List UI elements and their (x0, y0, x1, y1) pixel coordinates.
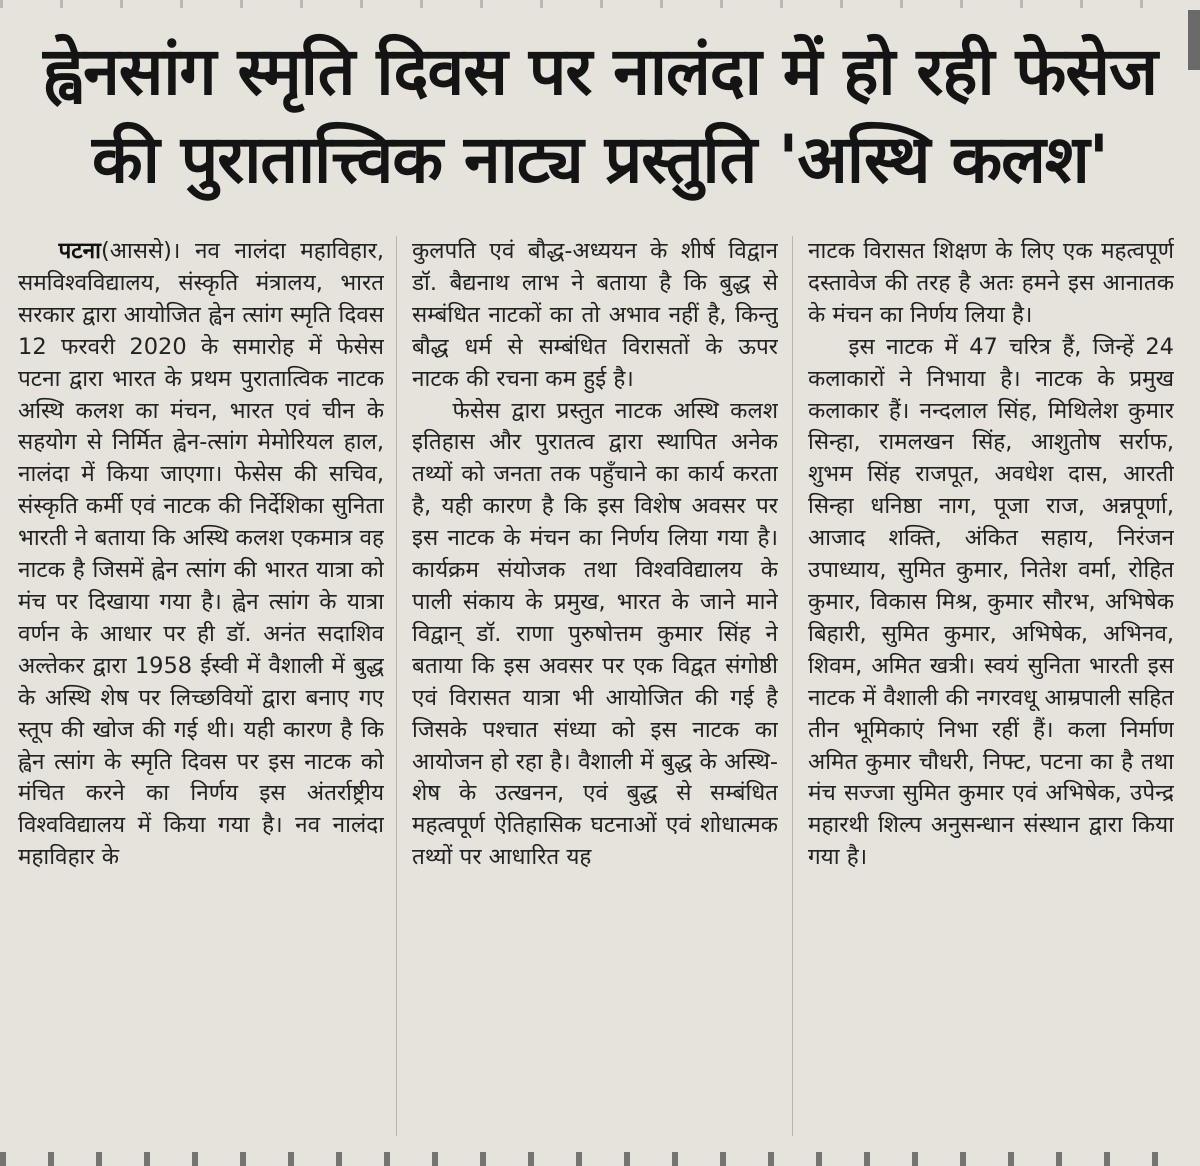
bottom-edge-remnant (0, 1152, 1200, 1166)
column-2-paragraph-2: फेसेस द्वारा प्रस्तुत नाटक अस्थि कलश इतिहास और पुरातत्व द्वारा स्थापित अनेक तथ्यों को जनता तक पहुँचाने का कार्य करता है, यही कारण है कि इस विशेष अवसर पर इस नाटक के मंचन का निर्णय लिया गया है। कार्यक्रम संयोजक तथा विश्वविद्यालय के पाली संकाय के प्रमुख, भारत के जाने माने विद्वान् डॉ. राणा पुरुषोत्तम कुमार सिंह ने बताया कि इस अवसर पर एक विद्वत संगोष्ठी एवं विरासत यात्रा भी आयोजित की गई है जिसके पश्चात संध्या को इस नाटक का आयोजन हो रहा है। वैशाली में बुद्ध के अस्थि-शेष के उत्खनन, एवं बुद्ध से सम्बंधित महत्वपूर्ण ऐतिहासिक घटनाओं एवं शोधात्मक तथ्यों पर आधारित यह (412, 397, 778, 871)
right-edge-remnant (1188, 10, 1200, 70)
top-edge-remnant (0, 0, 1200, 8)
article-column-3 (808, 236, 1174, 1156)
column-3-paragraph-2: इस नाटक में 47 चरित्र हैं, जिन्हें 24 कलाकारों ने निभाया है। नाटक के प्रमुख कलाकार हैं। नन्दलाल सिंह, मिथिलेश कुमार सिन्हा, रामलखन सिंह, आशुतोष सर्राफ, शुभम सिंह राजपूत, अवधेश दास, आरती सिन्हा धनिष्ठा नाग, पूजा राज, अन्नपूर्णा, आजाद शक्ति, अंकित सहाय, निरंजन उपाध्याय, सुमित कुमार, नितेश वर्मा, रोहित कुमार, विकास मिश्र, कुमार सौरभ, अभिषेक बिहारी, सुमित कुमार, अभिषेक, अभिनव, शिवम, अमित खत्री। स्वयं सुनिता भारती इस नाटक में वैशाली की नगरवधू आम्रपाली सहित तीन भूमिकाएं निभा रहीं हैं। कला निर्माण अमित कुमार चौधरी, निफ्ट, पटना का है तथा मंच सज्जा सुमित कुमार एवं अभिषेक, उपेन्द्र महारथी शिल्प अनुसन्धान संस्थान द्वारा किया गया है। (808, 333, 1174, 871)
headline-line-1: ह्वेनसांग स्मृति दिवस पर नालंदा में हो रही फेसेज (42, 33, 1158, 110)
column-divider-2 (792, 236, 793, 1136)
article-column-2 (412, 236, 778, 1156)
dateline: पटना (58, 238, 101, 264)
column-divider-1 (396, 236, 397, 1136)
column-1-text: (आससे)। नव नालंदा महाविहार, समविश्वविद्यालय, संस्कृति मंत्रालय, भारत सरकार द्वारा आयोजित ह्वेन त्सांग स्मृति दिवस 12 फरवरी 2020 के समारोह में फेसेस पटना द्वारा भारत के प्रथम पुरातात्विक नाटक अस्थि कलश का मंचन, भारत एवं चीन के सहयोग से निर्मित ह्वेन-त्सांग मेमोरियल हाल, नालंदा में किया जाएगा। फेसेस की सचिव, संस्कृति कर्मी एवं नाटक की निर्देशिका सुनिता भारती ने बताया कि अस्थि कलश एकमात्र वह नाटक है जिसमें ह्वेन त्सांग की भारत यात्रा को मंच पर दिखाया गया है। ह्वेन त्सांग के यात्रा वर्णन के आधार पर ही डॉ. अनंत सदाशिव अल्तेकर द्वारा 1958 ईस्वी में वैशाली में बुद्ध के अस्थि शेष पर लिच्छवियों द्वारा बनाए गए स्तूप की खोज की गई थी। यही कारण है कि ह्वेन त्सांग के स्मृति दिवस पर इस नाटक को मंचित करने का निर्णय इस अंतर्राष्ट्रीय विश्वविद्यालय में किया गया है। नव नालंदा महाविहार के (18, 238, 384, 871)
headline-line-2: की पुरातात्त्विक नाट्य प्रस्तुति 'अस्थि कलश' (92, 121, 1108, 198)
column-3-paragraph-1: नाटक विरासत शिक्षण के लिए एक महत्वपूर्ण दस्तावेज की तरह है अतः हमने इस आनातक के मंचन का निर्णय लिया है। (808, 238, 1174, 328)
column-2-paragraph-1: कुलपति एवं बौद्ध-अध्ययन के शीर्ष विद्वान डॉ. बैद्यनाथ लाभ ने बताया है कि बुद्ध से सम्बंधित नाटकों का तो अभाव नहीं है, किन्तु बौद्ध धर्म से सम्बंधित विरासतों के ऊपर नाटक की रचना कम हुई है। (412, 238, 778, 392)
article-column-1 (18, 236, 384, 1156)
headline (14, 28, 1186, 204)
column-1-paragraph-1 (18, 236, 384, 874)
